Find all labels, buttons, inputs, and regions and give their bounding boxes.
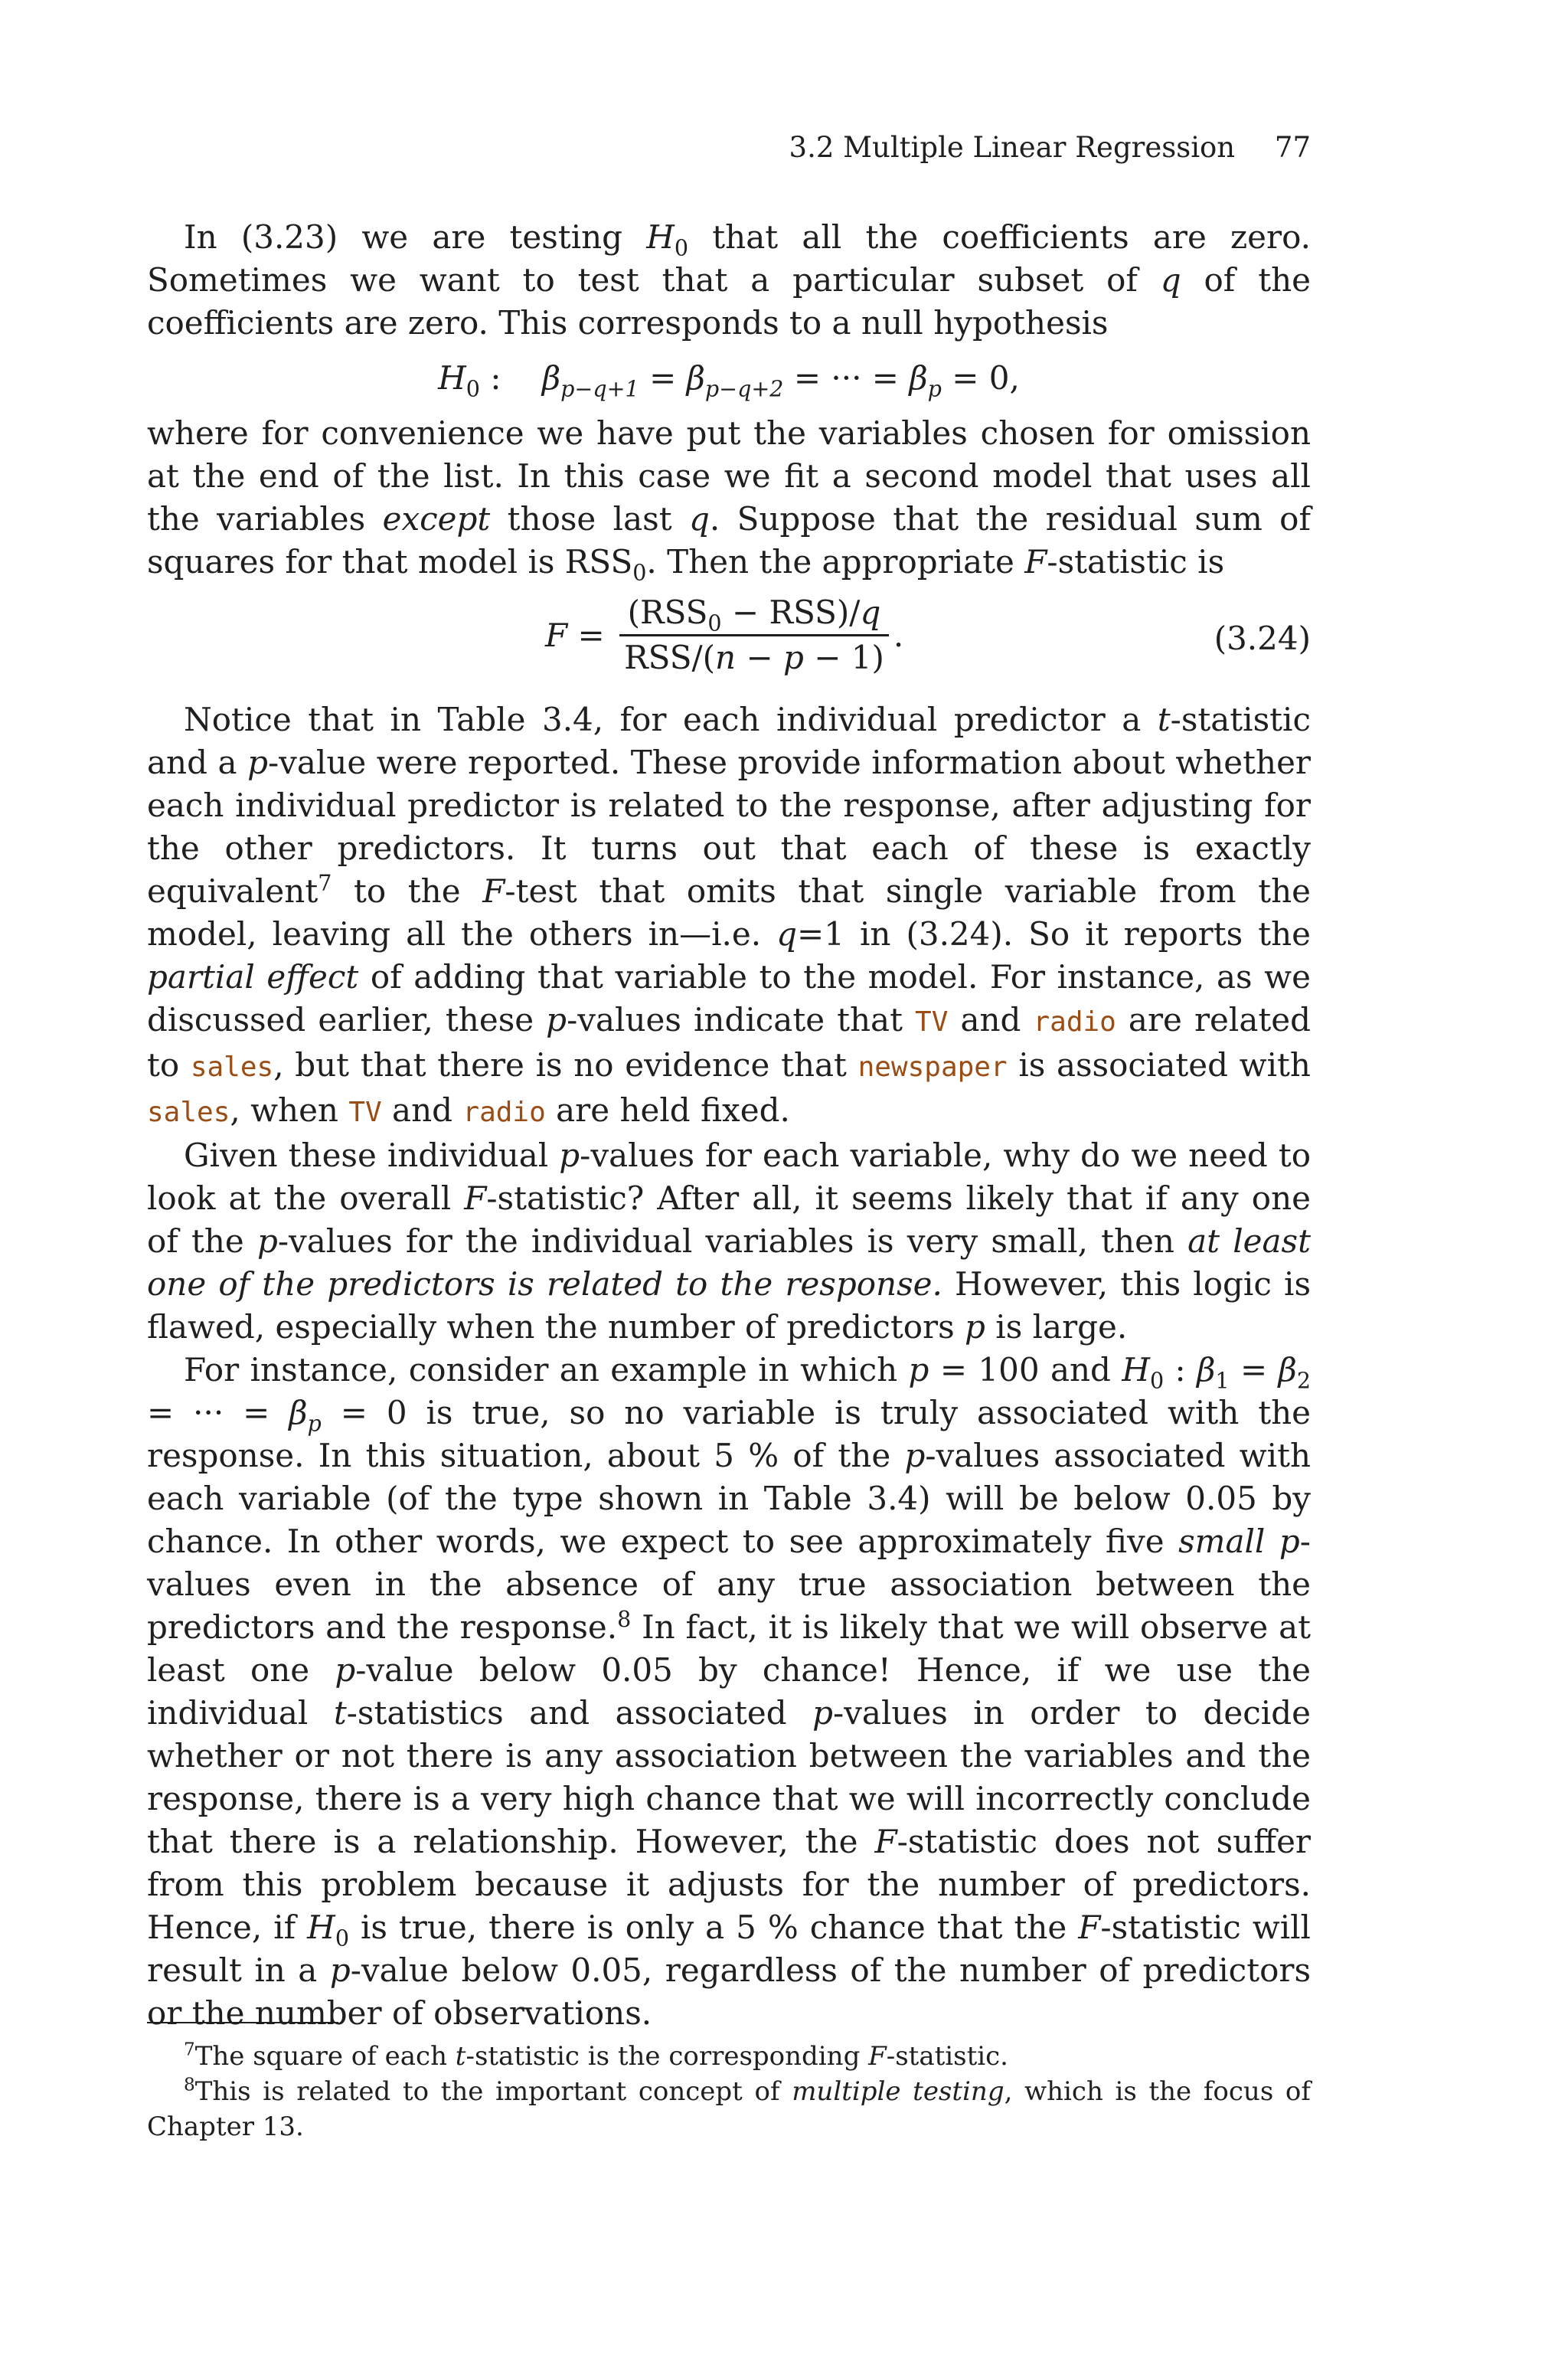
page-number: 77 [1274,131,1311,164]
f-statistic-fraction: $\frac{(RSS_0 - RSS)/q}{\text{RSS/(n − p − 1)}}$ [619,591,889,679]
book-page [147,0,1311,2378]
paragraph-second-model: where for convenience we have put the variables chosen for omission at the end of the list. In this case we fit a second model that uses all the variables except those last q. Suppose that the residual sum of squares for that model is $RSS_0$. Then the appropriate F-statistic is [147,414,1311,586]
running-header [789,129,1311,167]
f-statistic-equation: F = $\frac{(RSS_0 - RSS)/q}{\text{RSS/(n − p − 1)}}$ . (3.24) [147,590,1311,692]
footnote-ref-7: 7 [318,870,332,896]
paragraph-t-statistics: Notice that in Table 3.4, for each individual predictor a t-statistic and a p-value were reported. These provide information about whether each individual predictor is related to the response, after adjusting for the other predictors. It turns out that each of these is exactly equivalent$^7$ to the F-test that omits that single variable from the model, leaving all the others in—i.e. q=1 in (3.24). So it reports the partial effect of adding that variable to the model. For instance, as we discussed earlier, these p-values indicate that TV and radio are related to sales, but that there is no evidence that newspaper is associated with sales, when TV and radio are held fixed. [147,701,1312,1129]
equation-number: (3.24) [1214,620,1311,657]
footnote-8: $^8$This is related to the important concept of multiple testing, which is the focus of Chapter 13. [147,2075,1311,2142]
section-title: 3.2 Multiple Linear Regression [789,131,1236,164]
footnote-7: $^7$The square of each t-statistic is the corresponding F-statistic. [184,2039,1008,2072]
paragraph-subset-test: In (3.23) we are testing $H_0$ that all the coefficients are zero. Sometimes we want to test that a particular subset of q of the coefficients are zero. This corresponds to a null hypothesis [147,218,1311,342]
paragraph-example-p100: For instance, consider an example in which p = 100 and $H_0$ : $\beta_1 = \beta_2$ = ··· = $\beta_p = 0$ is true, so no variable is truly associated with the response. In this situation, about 5 % of the p-values associated with each variable (of the type shown in Table 3.4) will be below 0.05 by chance. In other words, we expect to see approximately five small p-values even in the absence of any true association between the predictors and the response.$^8$ In fact, it is likely that we will observe at least one p-value below 0.05 by chance! Hence, if we use the individual t-statistics and associated p-values in order to decide whether or not there is any association between the variables and the response, there is a very high chance that we will incorrectly conclude that there is a relationship. However, the F-statistic does not suffer from this problem because it adjusts for the number of predictors. Hence, if $H_0$ is true, there is only a 5 % chance that the F-statistic will result in a p-value below 0.05, regardless of the number of predictors or the number of observations. [147,1351,1312,2032]
footnotes [147,2039,1311,2144]
paragraph-overall-f: Given these individual p-values for each variable, why do we need to look at the overall F-statistic? After all, it seems likely that if any one of the p-values for the individual variables is very small, then at least one of the predictors is related to the response. However, this logic is flawed, especially when the number of predictors p is large. [147,1137,1312,1346]
null-hypothesis-equation: $H_0$ : $\beta_{p-q+1} = \beta_{p-q+2}$ = ··· = $\beta_p = 0$, [438,359,1020,402]
footnote-separator [147,2022,338,2023]
footnote-ref-8: 8 [617,1606,632,1632]
main-text [147,216,1311,2035]
